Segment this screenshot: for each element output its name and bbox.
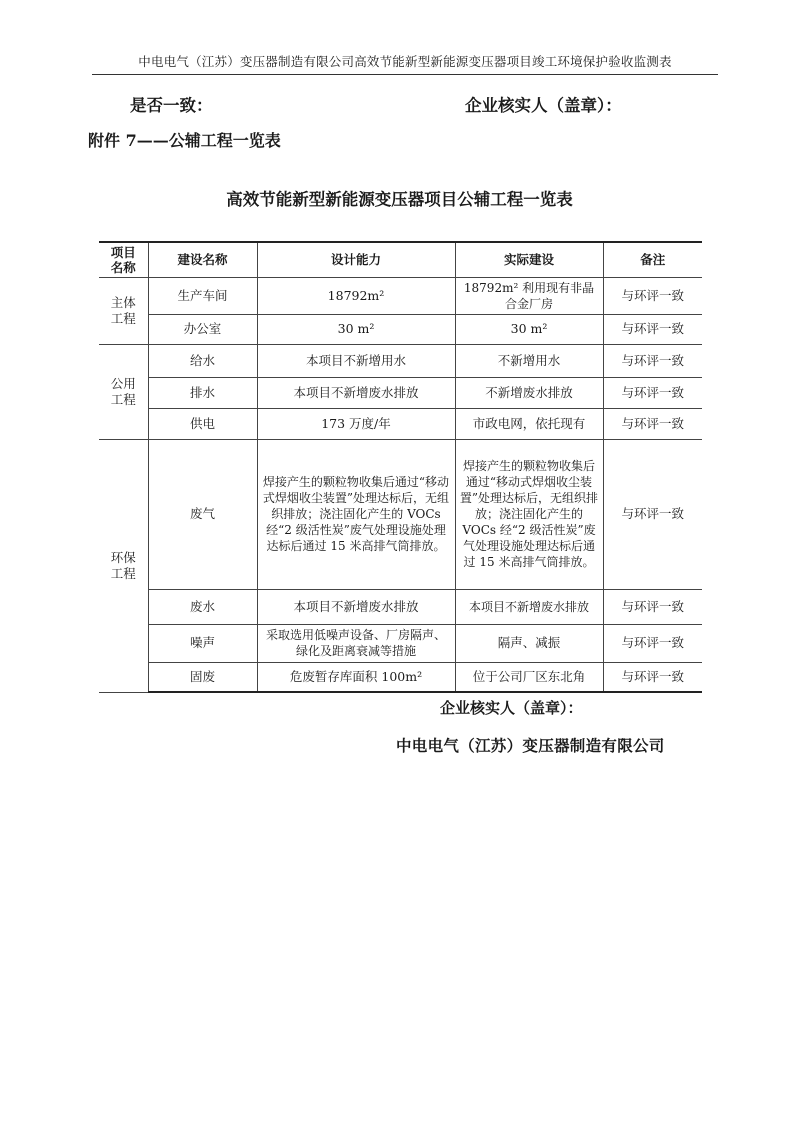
header-item-name: 项目 名称: [99, 242, 148, 277]
row-name: 固废: [148, 662, 257, 692]
row-design: 本项目不新增用水: [257, 344, 455, 377]
row-actual: 不新增废水排放: [455, 377, 603, 408]
header-construction-name: 建设名称: [148, 242, 257, 277]
row-name: 供电: [148, 408, 257, 439]
row-remark: 与环评一致: [603, 344, 702, 377]
table-row: [99, 662, 702, 692]
table-title: 高效节能新型新能源变压器项目公辅工程一览表: [226, 190, 573, 209]
row-name: 办公室: [148, 314, 257, 344]
group-public-works: 公用 工程: [99, 344, 148, 439]
row-actual: 18792m² 利用现有非晶合金厂房: [455, 277, 603, 314]
row-remark: 与环评一致: [603, 277, 702, 314]
row-actual: 30 m²: [455, 314, 603, 344]
header-remark: 备注: [603, 242, 702, 277]
row-design: 本项目不新增废水排放: [257, 377, 455, 408]
row-actual: 不新增用水: [455, 344, 603, 377]
table-row: [99, 377, 702, 408]
row-remark: 与环评一致: [603, 439, 702, 589]
row-actual: 位于公司厂区东北角: [455, 662, 603, 692]
row-remark: 与环评一致: [603, 624, 702, 662]
row-name: 排水: [148, 377, 257, 408]
row-actual: 市政电网，依托现有: [455, 408, 603, 439]
row-remark: 与环评一致: [603, 377, 702, 408]
table-row: [99, 589, 702, 624]
table-row: [99, 408, 702, 439]
table-row: [99, 314, 702, 344]
attachment-title: 附件 7——公辅工程一览表: [88, 131, 281, 150]
row-name: 给水: [148, 344, 257, 377]
row-actual: 本项目不新增废水排放: [455, 589, 603, 624]
verifier-seal-label-top: 企业核实人（盖章）：: [465, 96, 622, 115]
row-design: 本项目不新增废水排放: [257, 589, 455, 624]
table-row: [99, 277, 702, 314]
row-name: 废水: [148, 589, 257, 624]
table-row: [99, 439, 702, 589]
header-divider: [92, 74, 718, 75]
table-row: [99, 624, 702, 662]
header-actual-construction: 实际建设: [455, 242, 603, 277]
header-design-capacity: 设计能力: [257, 242, 455, 277]
table-row: [99, 344, 702, 377]
row-design: 30 m²: [257, 314, 455, 344]
verifier-seal-label: 企业核实人（盖章）：: [440, 699, 583, 717]
row-remark: 与环评一致: [603, 662, 702, 692]
row-remark: 与环评一致: [603, 408, 702, 439]
row-name: 噪声: [148, 624, 257, 662]
row-design: 危废暂存库面积 100m²: [257, 662, 455, 692]
row-actual: 隔声、减振: [455, 624, 603, 662]
consistency-label: 是否一致：: [130, 96, 213, 115]
row-design: 采取选用低噪声设备、厂房隔声、绿化及距离衰减等措施: [257, 624, 455, 662]
row-design: 173 万度/年: [257, 408, 455, 439]
row-remark: 与环评一致: [603, 314, 702, 344]
row-name: 废气: [148, 439, 257, 589]
auxiliary-works-table: [99, 241, 702, 693]
page-header: 中电电气（江苏）变压器制造有限公司高效节能新型新能源变压器项目竣工环境保护验收监测表: [138, 54, 672, 69]
group-env-works: 环保 工程: [99, 439, 148, 692]
group-main-works: 主体 工程: [99, 277, 148, 344]
table-header-row: [99, 242, 702, 277]
row-remark: 与环评一致: [603, 589, 702, 624]
row-name: 生产车间: [148, 277, 257, 314]
row-design: 18792m²: [257, 277, 455, 314]
company-name: 中电电气（江苏）变压器制造有限公司: [396, 736, 665, 755]
row-design: 焊接产生的颗粒物收集后通过“移动式焊烟收尘装置”处理达标后，无组织排放；浇注固化产生的 VOCs 经“2 级活性炭”废气处理设施处理达标后通过 15 米高排气筒排放。: [257, 439, 455, 589]
row-actual: 焊接产生的颗粒物收集后通过“移动式焊烟收尘装置”处理达标后，无组织排放；浇注固化产生的 VOCs 经“2 级活性炭”废气处理设施处理达标后通过 15 米高排气筒排放。: [455, 439, 603, 589]
